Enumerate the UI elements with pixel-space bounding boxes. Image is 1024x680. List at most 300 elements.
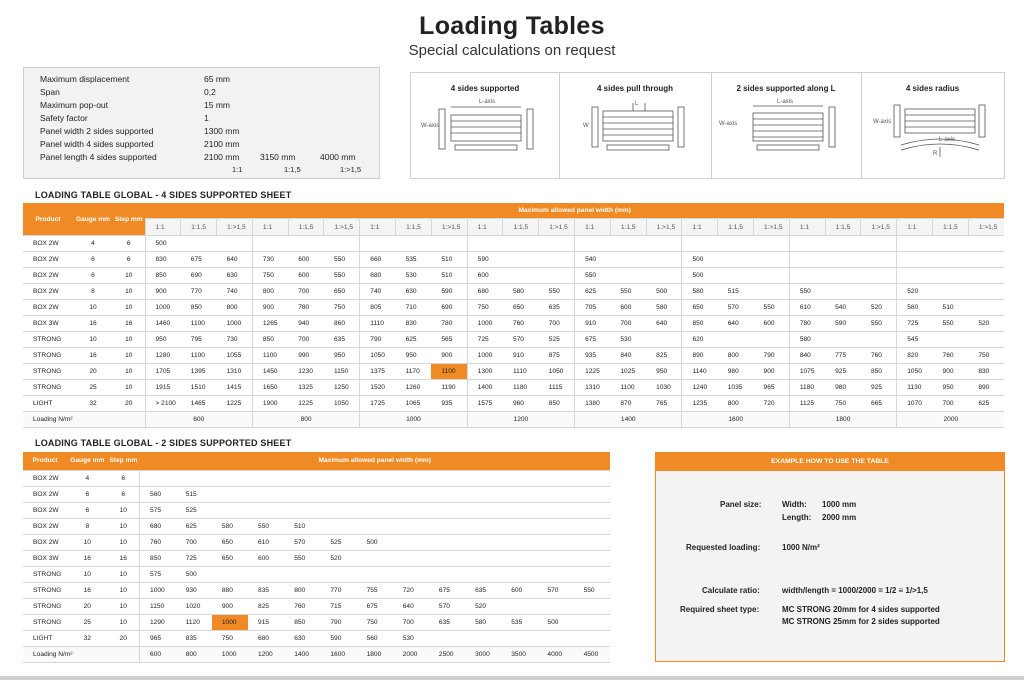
spec-ratio-row xyxy=(40,165,370,177)
value-cell xyxy=(501,598,537,614)
value-cell: 1450 xyxy=(252,364,288,380)
value-cell xyxy=(861,236,897,252)
product-cell: STRONG xyxy=(23,614,67,630)
w-axis-label: W-axis xyxy=(719,121,738,127)
value-cell: 640 xyxy=(718,316,754,332)
loading-value: 1400 xyxy=(284,646,320,662)
gauge-cell: 20 xyxy=(67,598,107,614)
value-cell: 1290 xyxy=(140,614,176,630)
spec-value: 2100 mm xyxy=(204,152,240,162)
value-cell xyxy=(465,486,501,502)
step-cell: 6 xyxy=(113,236,145,252)
value-cell xyxy=(574,502,610,518)
step-cell: 20 xyxy=(113,396,145,412)
value-cell: 675 xyxy=(181,252,217,268)
value-cell xyxy=(431,236,467,252)
spec-row xyxy=(40,87,370,99)
value-cell: 1650 xyxy=(252,380,288,396)
value-cell: 1100 xyxy=(431,364,467,380)
value-cell xyxy=(429,470,465,486)
l-axis-label: L-axis xyxy=(777,99,794,105)
value-cell xyxy=(574,534,610,550)
step-cell: 10 xyxy=(113,300,145,316)
radius-label: R xyxy=(933,151,938,157)
gauge-cell: 20 xyxy=(73,364,113,380)
value-cell xyxy=(825,236,861,252)
value-cell: 980 xyxy=(825,380,861,396)
value-cell: 860 xyxy=(324,316,360,332)
value-cell xyxy=(610,268,646,284)
value-cell: 900 xyxy=(754,364,790,380)
value-cell xyxy=(968,300,1004,316)
value-cell: 830 xyxy=(396,316,432,332)
value-cell xyxy=(754,252,790,268)
value-cell: 700 xyxy=(933,396,969,412)
diagram-4-sides-pull-through xyxy=(559,73,712,178)
value-cell xyxy=(501,566,537,582)
gauge-cell: 10 xyxy=(73,300,113,316)
product-cell: STRONG xyxy=(23,582,67,598)
value-cell: 600 xyxy=(288,268,324,284)
value-cell xyxy=(646,332,682,348)
width-value: 1000 mm xyxy=(822,500,857,509)
gauge-cell: 16 xyxy=(73,348,113,364)
step-cell: 10 xyxy=(107,582,139,598)
value-cell xyxy=(574,630,610,646)
value-cell: 800 xyxy=(718,396,754,412)
value-cell: 1265 xyxy=(252,316,288,332)
header-ratio: 1:1 xyxy=(252,219,288,236)
step-cell: 10 xyxy=(113,364,145,380)
value-cell xyxy=(537,630,573,646)
value-cell: 1000 xyxy=(140,582,176,598)
value-cell xyxy=(861,284,897,300)
header-ratio: 1:1,5 xyxy=(503,219,539,236)
table-row xyxy=(23,582,610,598)
step-cell: 16 xyxy=(107,550,139,566)
value-cell: 760 xyxy=(861,348,897,364)
spec-value: 1 xyxy=(204,113,209,123)
loading-label: Loading N/m² xyxy=(23,646,140,662)
value-cell: 500 xyxy=(682,268,718,284)
value-cell xyxy=(357,486,393,502)
value-cell: 570 xyxy=(718,300,754,316)
value-cell xyxy=(429,518,465,534)
value-cell: 590 xyxy=(825,316,861,332)
value-cell xyxy=(754,236,790,252)
value-cell xyxy=(575,236,611,252)
support-diagrams xyxy=(410,72,1005,179)
value-cell: 710 xyxy=(396,300,432,316)
loading-value: 1200 xyxy=(248,646,284,662)
value-cell: 850 xyxy=(284,614,320,630)
step-cell: 10 xyxy=(113,284,145,300)
value-cell: 500 xyxy=(537,614,573,630)
value-cell: 520 xyxy=(861,300,897,316)
value-cell: 875 xyxy=(539,348,575,364)
diagram-title: 4 sides radius xyxy=(905,84,960,93)
value-cell: 630 xyxy=(217,268,253,284)
value-cell xyxy=(284,470,320,486)
w-axis-label: W xyxy=(583,123,589,129)
value-cell: 550 xyxy=(539,284,575,300)
header-ratio: 1:>1,5 xyxy=(968,219,1004,236)
value-cell: 550 xyxy=(284,550,320,566)
value-cell xyxy=(181,236,217,252)
value-cell xyxy=(176,470,212,486)
value-cell: 1230 xyxy=(288,364,324,380)
loading-value: 1000 N/m² xyxy=(782,543,820,552)
value-cell xyxy=(320,502,356,518)
spec-value: 1300 mm xyxy=(204,126,240,136)
value-cell: 640 xyxy=(217,252,253,268)
table-row xyxy=(23,486,610,502)
value-cell xyxy=(537,502,573,518)
value-cell: 990 xyxy=(288,348,324,364)
loading-value: 4000 xyxy=(537,646,573,662)
value-cell xyxy=(284,566,320,582)
value-cell: 535 xyxy=(501,614,537,630)
value-cell: 1310 xyxy=(575,380,611,396)
value-cell: 580 xyxy=(789,332,825,348)
value-cell: 850 xyxy=(252,332,288,348)
value-cell: 965 xyxy=(754,380,790,396)
value-cell: 910 xyxy=(503,348,539,364)
value-cell xyxy=(429,502,465,518)
value-cell: 600 xyxy=(288,252,324,268)
loading-value: 1600 xyxy=(320,646,356,662)
value-cell: 600 xyxy=(248,550,284,566)
value-cell: 635 xyxy=(539,300,575,316)
loading-value: 1800 xyxy=(789,412,896,428)
example-header: EXAMPLE HOW TO USE THE TABLE xyxy=(656,453,1004,471)
value-cell xyxy=(503,236,539,252)
value-cell xyxy=(825,332,861,348)
panel-size-label: Panel size: xyxy=(720,500,762,509)
step-cell: 6 xyxy=(107,486,139,502)
value-cell: 1225 xyxy=(217,396,253,412)
value-cell: 1180 xyxy=(503,380,539,396)
step-cell: 20 xyxy=(107,630,139,646)
step-cell: 10 xyxy=(113,380,145,396)
table-row xyxy=(23,534,610,550)
value-cell: 910 xyxy=(575,316,611,332)
spec-label: Panel width 4 sides supported xyxy=(40,139,154,149)
value-cell: 575 xyxy=(140,502,176,518)
value-cell xyxy=(646,252,682,268)
value-cell: 750 xyxy=(357,614,393,630)
value-cell: 550 xyxy=(248,518,284,534)
value-cell: 665 xyxy=(861,396,897,412)
value-cell: 900 xyxy=(145,284,181,300)
table-row xyxy=(23,614,610,630)
value-cell: 510 xyxy=(431,252,467,268)
loading-value: 4500 xyxy=(574,646,610,662)
value-cell: 1100 xyxy=(181,348,217,364)
value-cell: 700 xyxy=(610,316,646,332)
value-cell: 580 xyxy=(646,300,682,316)
value-cell: > 2100 xyxy=(145,396,181,412)
value-cell xyxy=(933,268,969,284)
value-cell: 550 xyxy=(324,268,360,284)
value-cell: 675 xyxy=(575,332,611,348)
value-cell: 560 xyxy=(140,486,176,502)
value-cell: 1395 xyxy=(181,364,217,380)
value-cell: 630 xyxy=(396,284,432,300)
value-cell: 725 xyxy=(897,316,933,332)
value-cell: 950 xyxy=(145,332,181,348)
value-cell xyxy=(357,470,393,486)
value-cell: 1190 xyxy=(431,380,467,396)
value-cell: 530 xyxy=(610,332,646,348)
spec-value: 3150 mm xyxy=(260,152,296,162)
bottom-rule xyxy=(0,676,1024,680)
value-cell: 1100 xyxy=(181,316,217,332)
value-cell: 550 xyxy=(574,582,610,598)
value-cell: 650 xyxy=(682,300,718,316)
value-cell xyxy=(610,252,646,268)
value-cell: 1260 xyxy=(396,380,432,396)
value-cell: 800 xyxy=(284,582,320,598)
gauge-cell: 10 xyxy=(67,566,107,582)
value-cell xyxy=(465,518,501,534)
value-cell xyxy=(248,502,284,518)
value-cell: 500 xyxy=(145,236,181,252)
value-cell: 500 xyxy=(357,534,393,550)
product-cell: BOX 3W xyxy=(23,316,73,332)
value-cell xyxy=(357,502,393,518)
value-cell xyxy=(897,268,933,284)
product-cell: BOX 2W xyxy=(23,284,73,300)
value-cell: 930 xyxy=(176,582,212,598)
value-cell xyxy=(933,284,969,300)
value-cell: 520 xyxy=(897,284,933,300)
value-cell: 1055 xyxy=(217,348,253,364)
value-cell: 935 xyxy=(575,348,611,364)
value-cell: 850 xyxy=(682,316,718,332)
value-cell: 750 xyxy=(968,348,1004,364)
product-cell: BOX 3W xyxy=(23,550,67,566)
value-cell xyxy=(212,470,248,486)
loading-value: 1000 xyxy=(360,412,467,428)
spec-row xyxy=(40,152,370,164)
loading-value: 600 xyxy=(145,412,252,428)
value-cell: 835 xyxy=(248,582,284,598)
spec-label: Panel length 4 sides supported xyxy=(40,152,157,162)
value-cell xyxy=(574,598,610,614)
section-title-4-sides: LOADING TABLE GLOBAL - 4 SIDES SUPPORTED SHEET xyxy=(35,190,292,200)
header-ratio: 1:>1,5 xyxy=(431,219,467,236)
value-cell: 1380 xyxy=(575,396,611,412)
header-ratio: 1:1 xyxy=(897,219,933,236)
gauge-cell: 10 xyxy=(67,534,107,550)
loading-value: 600 xyxy=(140,646,176,662)
l-axis-label: L xyxy=(635,101,639,107)
value-cell: 780 xyxy=(431,316,467,332)
value-cell xyxy=(465,566,501,582)
value-cell xyxy=(357,566,393,582)
value-cell: 1115 xyxy=(539,380,575,396)
loading-label: Loading N/m² xyxy=(23,412,145,428)
value-cell: 600 xyxy=(467,268,503,284)
value-cell: 510 xyxy=(933,300,969,316)
value-cell xyxy=(140,470,176,486)
value-cell: 1725 xyxy=(360,396,396,412)
loading-value: 3000 xyxy=(465,646,501,662)
specs-panel xyxy=(23,67,380,179)
value-cell: 625 xyxy=(176,518,212,534)
panel-diagram-icon xyxy=(861,97,1004,177)
step-cell: 10 xyxy=(107,598,139,614)
value-cell: 730 xyxy=(252,252,288,268)
diagram-4-sides-radius xyxy=(861,73,1004,178)
spec-label: Maximum pop-out xyxy=(40,100,109,110)
product-cell: LIGHT xyxy=(23,396,73,412)
value-cell: 775 xyxy=(825,348,861,364)
spec-value: 65 mm xyxy=(204,74,230,84)
header-step: Step mm xyxy=(113,203,145,236)
product-cell: STRONG xyxy=(23,598,67,614)
diagram-title: 4 sides pull through xyxy=(596,84,673,93)
value-cell: 590 xyxy=(320,630,356,646)
value-cell: 1000 xyxy=(217,316,253,332)
value-cell: 700 xyxy=(176,534,212,550)
gauge-cell: 6 xyxy=(73,252,113,268)
value-cell xyxy=(789,252,825,268)
value-cell: 1400 xyxy=(467,380,503,396)
value-cell xyxy=(252,236,288,252)
value-cell: 625 xyxy=(396,332,432,348)
value-cell: 700 xyxy=(288,332,324,348)
value-cell: 1070 xyxy=(897,396,933,412)
value-cell: 1000 xyxy=(145,300,181,316)
table-row xyxy=(23,316,1004,332)
value-cell xyxy=(574,550,610,566)
value-cell: 520 xyxy=(968,316,1004,332)
value-cell: 1900 xyxy=(252,396,288,412)
step-cell: 10 xyxy=(107,534,139,550)
value-cell: 1150 xyxy=(140,598,176,614)
step-cell: 6 xyxy=(107,470,139,486)
value-cell: 520 xyxy=(465,598,501,614)
product-cell: STRONG xyxy=(23,566,67,582)
loading-value: 800 xyxy=(176,646,212,662)
value-cell: 1170 xyxy=(396,364,432,380)
value-cell xyxy=(320,566,356,582)
value-cell: 790 xyxy=(360,332,396,348)
value-cell xyxy=(360,236,396,252)
value-cell: 850 xyxy=(861,364,897,380)
value-cell: 610 xyxy=(248,534,284,550)
value-cell: 1460 xyxy=(145,316,181,332)
value-cell: 725 xyxy=(176,550,212,566)
value-cell: 730 xyxy=(217,332,253,348)
product-cell: BOX 2W xyxy=(23,252,73,268)
gauge-cell: 8 xyxy=(73,284,113,300)
value-cell xyxy=(501,550,537,566)
step-cell: 10 xyxy=(113,332,145,348)
product-cell: STRONG xyxy=(23,380,73,396)
value-cell: 1575 xyxy=(467,396,503,412)
header-max-panel-width: Maximum allowed panel width (mm) xyxy=(145,203,1004,219)
value-cell: 650 xyxy=(212,550,248,566)
header-product: Product xyxy=(23,203,73,236)
value-cell: 900 xyxy=(212,598,248,614)
header-gauge: Gauge mm xyxy=(73,203,113,236)
value-cell: 720 xyxy=(393,582,429,598)
length-label: Length: xyxy=(782,513,812,522)
value-cell: 600 xyxy=(754,316,790,332)
value-cell xyxy=(789,268,825,284)
product-cell: BOX 2W xyxy=(23,518,67,534)
value-cell xyxy=(610,236,646,252)
panel-diagram-icon xyxy=(411,97,559,177)
value-cell: 630 xyxy=(284,630,320,646)
value-cell xyxy=(501,518,537,534)
value-cell: 675 xyxy=(357,598,393,614)
product-cell: BOX 2W xyxy=(23,486,67,502)
value-cell: 700 xyxy=(539,316,575,332)
value-cell: 580 xyxy=(682,284,718,300)
value-cell: 1030 xyxy=(646,380,682,396)
value-cell: 800 xyxy=(252,284,288,300)
value-cell: 795 xyxy=(181,332,217,348)
value-cell xyxy=(212,486,248,502)
header-ratio: 1:1 xyxy=(789,219,825,236)
step-cell: 10 xyxy=(107,566,139,582)
header-ratio: 1:1 xyxy=(360,219,396,236)
value-cell: 540 xyxy=(825,300,861,316)
product-cell: BOX 2W xyxy=(23,502,67,518)
value-cell xyxy=(501,502,537,518)
value-cell: 700 xyxy=(288,284,324,300)
value-cell xyxy=(284,486,320,502)
value-cell: 530 xyxy=(393,630,429,646)
value-cell: 715 xyxy=(320,598,356,614)
value-cell xyxy=(501,486,537,502)
step-cell: 6 xyxy=(113,252,145,268)
value-cell xyxy=(537,550,573,566)
value-cell: 500 xyxy=(176,566,212,582)
value-cell: 1075 xyxy=(789,364,825,380)
value-cell: 740 xyxy=(360,284,396,300)
value-cell: 805 xyxy=(360,300,396,316)
table-row xyxy=(23,332,1004,348)
value-cell xyxy=(393,566,429,582)
step-cell: 10 xyxy=(113,268,145,284)
value-cell: 580 xyxy=(212,518,248,534)
value-cell: 565 xyxy=(431,332,467,348)
value-cell: 1225 xyxy=(288,396,324,412)
value-cell: 675 xyxy=(429,582,465,598)
page-title: Loading Tables xyxy=(419,12,605,40)
header-ratio: 1:1 xyxy=(145,219,181,236)
value-cell xyxy=(682,236,718,252)
value-cell: 550 xyxy=(789,284,825,300)
value-cell xyxy=(968,252,1004,268)
gauge-cell: 6 xyxy=(67,486,107,502)
value-cell: 720 xyxy=(754,396,790,412)
value-cell xyxy=(537,470,573,486)
value-cell: 890 xyxy=(968,380,1004,396)
product-cell: STRONG xyxy=(23,348,73,364)
value-cell: 580 xyxy=(503,284,539,300)
diagram-title: 4 sides supported xyxy=(450,84,520,93)
product-cell: STRONG xyxy=(23,364,73,380)
value-cell: 635 xyxy=(429,614,465,630)
loading-value: 1800 xyxy=(357,646,393,662)
value-cell xyxy=(357,518,393,534)
